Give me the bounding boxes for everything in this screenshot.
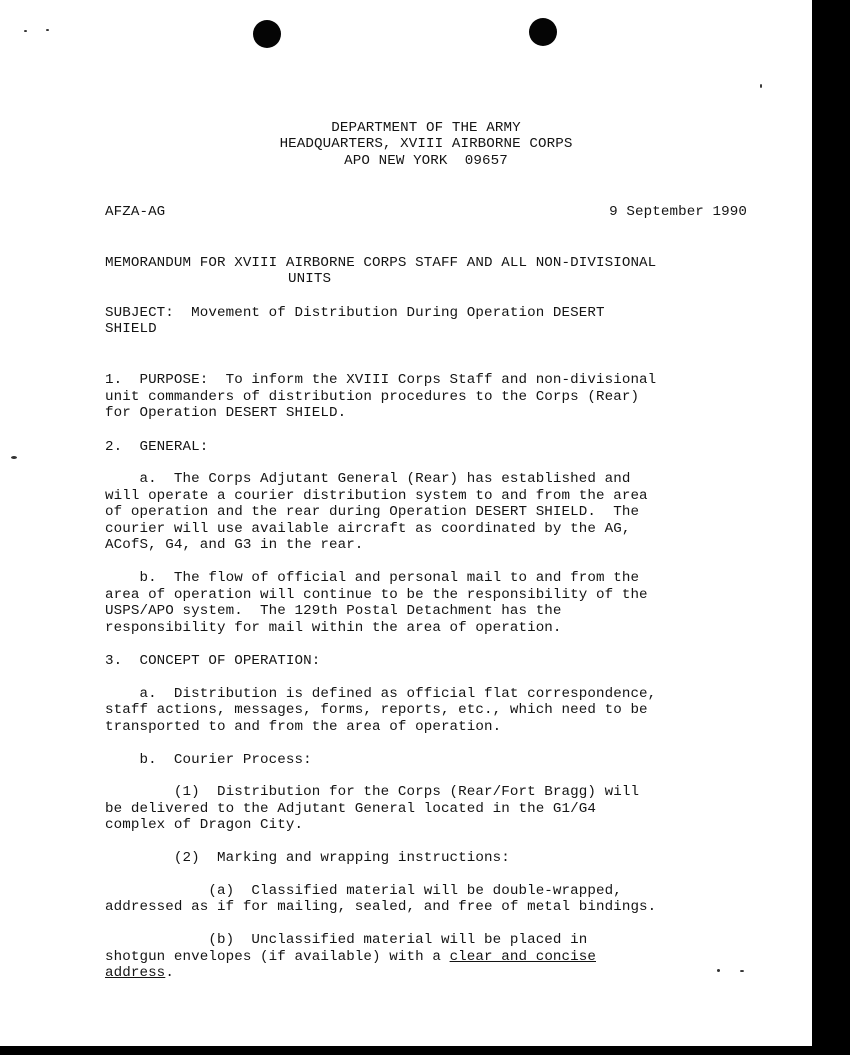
paragraph-line: USPS/APO system. The 129th Postal Detachment has the [105, 603, 562, 619]
paragraph-line: a. The Corps Adjutant General (Rear) has established and [105, 471, 631, 487]
paragraph-line: area of operation will continue to be the responsibility of the [105, 587, 648, 603]
subject-line-1: SUBJECT: Movement of Distribution During Operation DESERT [105, 305, 605, 321]
paragraph-line: 1. PURPOSE: To inform the XVIII Corps Staff and non-divisional [105, 372, 657, 388]
punch-hole-right [529, 18, 557, 46]
scan-speck [740, 970, 744, 972]
scan-edge-bottom [0, 1046, 850, 1055]
memo-for-line-1: MEMORANDUM FOR XVIII AIRBORNE CORPS STAFF AND ALL NON-DIVISIONAL [105, 255, 657, 271]
paragraph-line: responsibility for mail within the area of operation. [105, 620, 562, 636]
underlined-text: address [105, 965, 166, 981]
paragraph-text: . [165, 965, 174, 981]
scan-speck [24, 30, 27, 32]
subject-line-2: SHIELD [105, 321, 157, 337]
letterhead-line-2: HEADQUARTERS, XVIII AIRBORNE CORPS [279, 136, 573, 152]
paragraph-line: courier will use available aircraft as coordinated by the AG, [105, 521, 631, 537]
scan-speck [46, 29, 49, 31]
scan-speck [760, 84, 762, 88]
memo-for-line-2: UNITS [288, 271, 332, 287]
paragraph-line: (b) Unclassified material will be placed in [105, 932, 588, 948]
letterhead-line-1: DEPARTMENT OF THE ARMY [331, 120, 521, 136]
paragraph-3-heading: 3. CONCEPT OF OPERATION: [105, 653, 321, 669]
memo-date: 9 September 1990 [609, 204, 747, 220]
underlined-text: clear and concise [449, 949, 596, 965]
paragraph-line: will operate a courier distribution system to and from the area [105, 488, 648, 504]
paragraph-line: complex of Dragon City. [105, 817, 304, 833]
paragraph-line [105, 949, 596, 965]
paragraph-line: (1) Distribution for the Corps (Rear/Fort Bragg) will [105, 784, 640, 800]
letterhead-line-3: APO NEW YORK 09657 [344, 153, 508, 169]
paragraph-line: (a) Classified material will be double-wrapped, [105, 883, 622, 899]
paragraph-line: unit commanders of distribution procedures to the Corps (Rear) [105, 389, 640, 405]
paragraph-2-heading: 2. GENERAL: [105, 439, 209, 455]
paragraph-line: b. The flow of official and personal mail to and from the [105, 570, 640, 586]
paragraph-line: addressed as if for mailing, sealed, and free of metal bindings. [105, 899, 657, 915]
paragraph-line: staff actions, messages, forms, reports, etc., which need to be [105, 702, 648, 718]
paragraph-line: for Operation DESERT SHIELD. [105, 405, 347, 421]
scan-speck [11, 456, 17, 459]
paragraph-3b-heading: b. Courier Process: [105, 752, 312, 768]
paragraph-line [105, 965, 174, 981]
scan-speck [717, 969, 720, 972]
paragraph-text: shotgun envelopes (if available) with a [105, 949, 450, 965]
paragraph-line: ACofS, G4, and G3 in the rear. [105, 537, 364, 553]
punch-hole-left [253, 20, 281, 48]
paragraph-line: of operation and the rear during Operation DESERT SHIELD. The [105, 504, 640, 520]
paragraph-3b2-heading: (2) Marking and wrapping instructions: [105, 850, 510, 866]
office-symbol: AFZA-AG [105, 204, 166, 220]
paragraph-line: be delivered to the Adjutant General located in the G1/G4 [105, 801, 596, 817]
paragraph-line: a. Distribution is defined as official flat correspondence, [105, 686, 657, 702]
paragraph-line: transported to and from the area of operation. [105, 719, 502, 735]
